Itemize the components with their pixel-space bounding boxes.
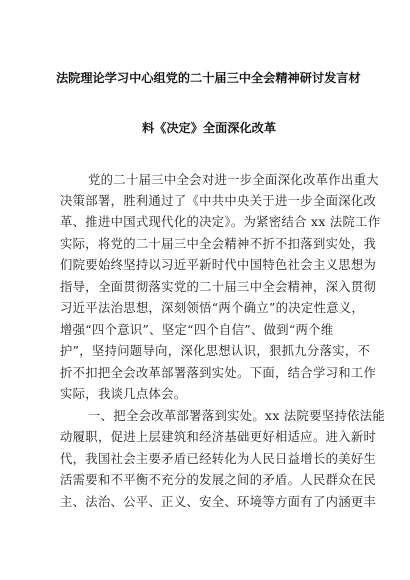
body-line: 习近平法治思想，深刻领悟“两个确立”的决定性意义， [60,301,365,315]
body-line: 活需要和不平衡不充分的发展之间的矛盾。人民群众在民 [60,473,377,487]
body-line: 动履职，促进上层建筑和经济基础更好相适应。进入新时 [60,430,377,444]
body-line: 代，我国社会主要矛盾已经转化为人民日益增长的美好生 [60,452,377,466]
document-title-line-1: 法院理论学习中心组党的二十届三中全会精神研讨发言材 [56,71,361,85]
body-line: 一、把全会改革部署落到实处。xx 法院要坚持依法能 [88,409,386,423]
document-title-line-2: 料《决定》全面深化改革 [142,121,277,135]
body-line: 增强“四个意识”、坚定“四个自信”、做到“两个维 [60,323,334,337]
body-line: 主、法治、公平、正义、安全、环境等方面有了内涵更丰 [60,495,377,509]
body-line: 护”，坚持问题导向，深化思想认识，狠抓九分落实，不 [60,344,371,358]
body-line: 折不扣把全会改革部署落到实处。下面，结合学习和工作 [60,366,377,380]
body-line: 党的二十届三中全会对进一步全面深化改革作出重大 [88,173,379,187]
body-line: 指导，全面贯彻落实党的二十届三中全会精神，深入贯彻 [60,280,377,294]
body-line: 革、推进中国式现代化的决定》。为紧密结合 xx 法院工作 [60,215,381,229]
body-line: 决策部署，胜利通过了《中共中央关于进一步全面深化改 [60,194,377,208]
body-line: 们院要始终坚持以习近平新时代中国特色社会主义思想为 [60,258,377,272]
body-line: 实际，将党的二十届三中全会精神不折不扣落到实处，我 [60,237,377,251]
body-line: 实际，我谈几点体会。 [60,387,187,401]
